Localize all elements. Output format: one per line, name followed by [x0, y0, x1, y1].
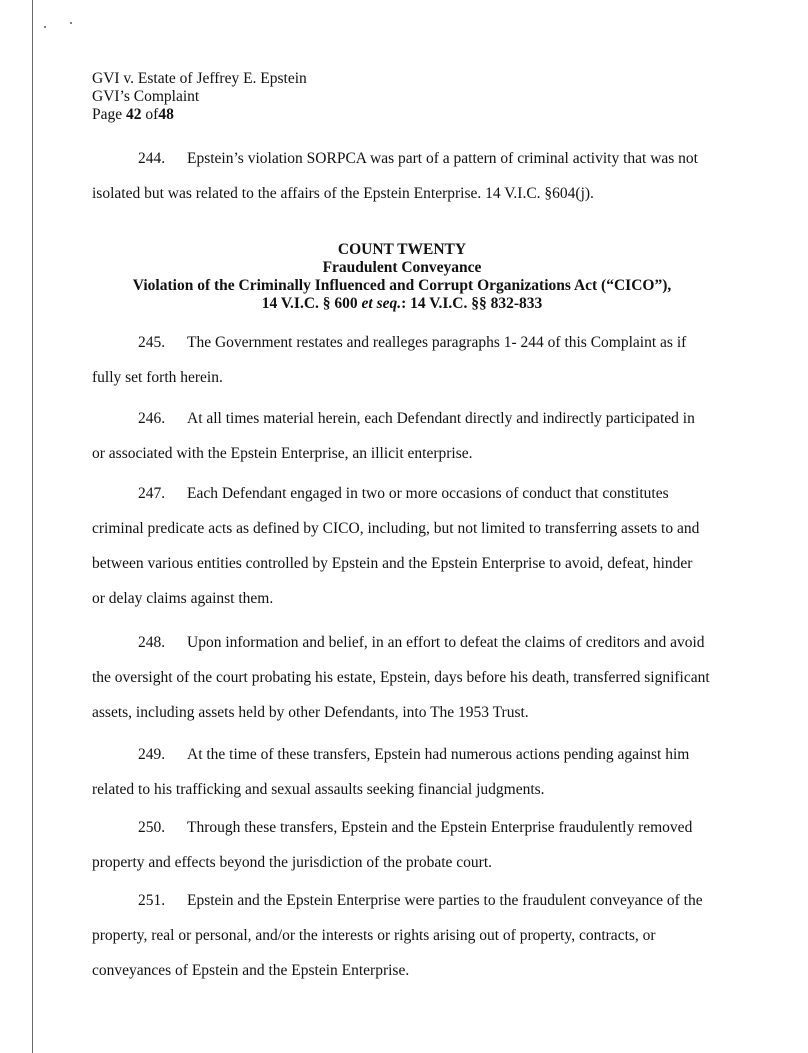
paragraph-number: 244.	[138, 150, 166, 167]
paragraph-number: 249.	[138, 746, 166, 763]
page-of: of	[145, 106, 159, 123]
paragraph-line: At the time of these transfers, Epstein had numerous actions pending against him	[187, 746, 690, 763]
paragraph-line: Epstein and the Epstein Enterprise were parties to the fraudulent conveyance of the	[187, 892, 703, 909]
paragraph-line: criminal predicate acts as defined by CICO, including, but not limited to transferring assets to and	[92, 520, 700, 537]
page-current: 42	[126, 106, 142, 123]
case-title: GVI v. Estate of Jeffrey E. Epstein	[92, 70, 307, 87]
paragraph-246	[92, 410, 712, 463]
paragraph-line: The Government restates and realleges paragraphs 1- 244 of this Complaint as if	[187, 334, 687, 351]
paragraph-line: property and effects beyond the jurisdiction of the probate court.	[92, 854, 493, 871]
paragraph-line: fully set forth herein.	[92, 369, 223, 386]
paragraph-line: isolated but was related to the affairs of the Epstein Enterprise. 14 V.I.C. §604(j).	[92, 185, 594, 202]
citation-part: 14 V.I.C. § 600	[261, 295, 362, 312]
paragraph-251	[92, 892, 712, 980]
paragraph-line: between various entities controlled by Epstein and the Epstein Enterprise to avoid, defeat, hinder	[92, 555, 693, 572]
count-subtitle: Fraudulent Conveyance	[322, 259, 482, 276]
paragraph-250	[92, 819, 712, 872]
paragraph-line: or delay claims against them.	[92, 590, 274, 607]
scan-artifact-dot	[70, 22, 72, 24]
paragraph-line: conveyances of Epstein and the Epstein Enterprise.	[92, 962, 410, 979]
paragraph-line: Through these transfers, Epstein and the Epstein Enterprise fraudulently removed	[187, 819, 693, 836]
paragraph-247	[92, 485, 712, 608]
paragraph-244	[92, 150, 712, 203]
count-citation-line	[92, 295, 712, 313]
paragraph-249	[92, 746, 712, 799]
paragraph-line: assets, including assets held by other Defendants, into The 1953 Trust.	[92, 704, 529, 721]
paragraph-number: 250.	[138, 819, 166, 836]
scan-artifact-dot	[44, 26, 46, 28]
scan-margin-line	[32, 0, 33, 1053]
paragraph-245	[92, 334, 712, 387]
paragraph-248	[92, 634, 712, 722]
paragraph-line: At all times material herein, each Defendant directly and indirectly participated in	[187, 410, 695, 427]
page-indicator	[92, 106, 307, 124]
paragraph-line: Each Defendant engaged in two or more occasions of conduct that constitutes	[187, 485, 669, 502]
page-total: 48	[158, 106, 174, 123]
paragraph-line: the oversight of the court probating his estate, Epstein, days before his death, transferred significant	[92, 669, 710, 686]
page-label: Page	[92, 106, 123, 123]
paragraph-line: or associated with the Epstein Enterprise, an illicit enterprise.	[92, 445, 473, 462]
paragraph-line: property, real or personal, and/or the interests or rights arising out of property, contracts, or	[92, 927, 656, 944]
count-statute-line: Violation of the Criminally Influenced and Corrupt Organizations Act (“CICO”),	[132, 277, 672, 294]
citation-part: : 14 V.I.C. §§ 832-833	[401, 295, 543, 312]
paragraph-number: 245.	[138, 334, 166, 351]
count-title: COUNT TWENTY	[337, 241, 467, 258]
paragraph-number: 247.	[138, 485, 166, 502]
paragraph-line: Upon information and belief, in an effort to defeat the claims of creditors and avoid	[187, 634, 705, 651]
paragraph-line: related to his trafficking and sexual assaults seeking financial judgments.	[92, 781, 545, 798]
citation-italic: et seq.	[361, 295, 402, 312]
document-header	[92, 70, 307, 124]
paragraph-number: 248.	[138, 634, 166, 651]
paragraph-line: Epstein’s violation SORPCA was part of a pattern of criminal activity that was not	[187, 150, 698, 167]
paragraph-number: 246.	[138, 410, 166, 427]
document-name: GVI’s Complaint	[92, 88, 200, 105]
paragraph-number: 251.	[138, 892, 166, 909]
count-heading	[92, 241, 712, 313]
